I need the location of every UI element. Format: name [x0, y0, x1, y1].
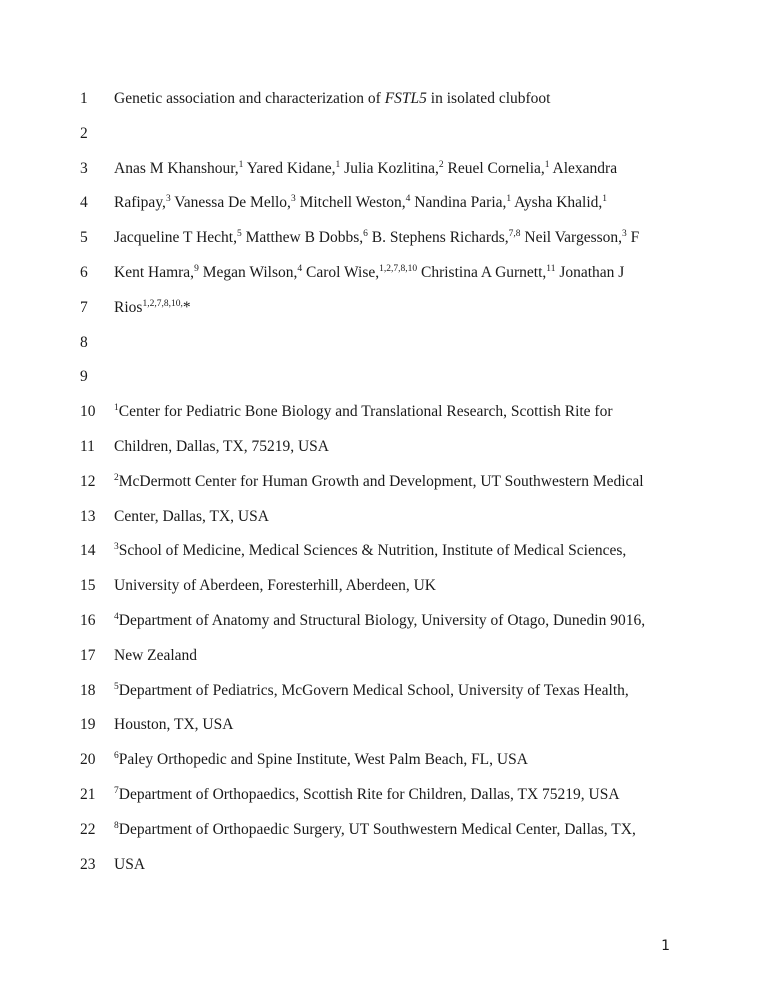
text-run: Nandina Paria,	[410, 194, 507, 212]
affiliation-superscript: 9	[194, 263, 199, 274]
text-run: Reuel Cornelia,	[443, 159, 545, 177]
affiliation-superscript: 6	[363, 229, 368, 240]
line-number: 5	[80, 229, 88, 247]
line-number: 19	[80, 716, 96, 734]
line-number: 6	[80, 264, 88, 281]
text-run: in isolated clubfoot	[426, 90, 551, 107]
line-number: 4	[80, 194, 88, 212]
text-run: Alexandra	[549, 159, 618, 177]
affiliation-superscript: 4	[297, 263, 303, 274]
line-number: 1	[80, 90, 88, 107]
line-number: 12	[80, 472, 96, 490]
line-number: 3	[80, 159, 88, 177]
line-number: 8	[80, 333, 88, 351]
line-text	[114, 192, 674, 214]
text-line	[0, 714, 773, 736]
text-run: B. Stephens Richards,	[367, 229, 509, 247]
line-text	[114, 88, 674, 110]
text-run: Center, Dallas, TX, USA	[114, 507, 269, 525]
line-number: 21	[80, 786, 96, 803]
affiliation-superscript: 3	[165, 194, 171, 205]
line-text	[114, 262, 674, 284]
line-number: 14	[80, 542, 96, 560]
line-text	[114, 575, 674, 597]
line-text	[114, 401, 674, 423]
text-line	[0, 436, 773, 458]
text-line	[0, 645, 773, 667]
line-number: 18	[80, 681, 96, 699]
text-run: Carol Wise,	[302, 264, 380, 281]
line-number: 2	[80, 124, 88, 142]
affiliation-superscript: 2	[114, 472, 119, 483]
text-run: Jacqueline T Hecht,	[114, 229, 237, 247]
text-run: Genetic association and characterization of	[114, 90, 385, 107]
text-run: Julia Kozlitina,	[340, 159, 439, 177]
line-text	[114, 749, 674, 771]
text-line	[0, 575, 773, 597]
affiliation-superscript: 3	[290, 194, 296, 205]
affiliation-superscript: 1	[506, 194, 512, 205]
text-run: School of Medicine, Medical Sciences & Nutrition, Institute of Medical Sciences,	[118, 542, 627, 560]
line-number: 9	[80, 368, 88, 386]
italic-gene-name: FSTL5	[384, 90, 427, 107]
text-run: McDermott Center for Human Growth and Development, UT Southwestern Medical	[118, 472, 644, 490]
affiliation-superscript: 3	[622, 229, 627, 240]
text-line	[0, 471, 773, 493]
text-line	[0, 123, 773, 145]
text-line	[0, 262, 773, 284]
line-text	[114, 227, 674, 249]
text-line	[0, 297, 773, 319]
affiliation-superscript: 4	[405, 194, 411, 205]
text-line	[0, 610, 773, 632]
affiliation-superscript: 11	[546, 263, 556, 274]
text-run: Anas M Khanshour,	[114, 159, 239, 177]
affiliation-superscript: 3	[114, 542, 119, 553]
text-line	[0, 401, 773, 423]
line-text	[114, 610, 674, 632]
line-number: 7	[80, 298, 88, 316]
line-number: 20	[80, 751, 96, 769]
text-run: Vanessa De Mello,	[170, 194, 291, 212]
affiliation-superscript: 1,2,7,8,10,	[142, 298, 183, 309]
affiliation-superscript: 4	[114, 611, 119, 622]
text-run: Megan Wilson,	[198, 264, 298, 281]
text-line	[0, 227, 773, 249]
text-run: University of Aberdeen, Foresterhill, Aberdeen, UK	[114, 577, 436, 595]
affiliation-superscript: 6	[114, 751, 119, 762]
line-number: 13	[80, 507, 96, 525]
text-line	[0, 192, 773, 214]
text-line	[0, 854, 773, 876]
line-number: 22	[80, 820, 96, 838]
text-run: F	[626, 229, 640, 247]
text-line	[0, 819, 773, 841]
text-run: Children, Dallas, TX, 75219, USA	[114, 438, 329, 455]
line-number: 11	[80, 438, 95, 455]
text-line	[0, 158, 773, 180]
line-text	[114, 506, 674, 528]
text-run: Department of Orthopaedic Surgery, UT Southwestern Medical Center, Dallas, TX,	[118, 820, 636, 838]
text-run: Jonathan J	[555, 264, 625, 281]
line-text	[114, 297, 674, 319]
text-run: *	[182, 298, 191, 316]
text-line	[0, 749, 773, 771]
line-number: 15	[80, 577, 96, 595]
line-text	[114, 854, 674, 876]
text-run: Department of Pediatrics, McGovern Medical School, University of Texas Health,	[118, 681, 629, 699]
line-text	[114, 540, 674, 562]
text-run: Department of Anatomy and Structural Biology, University of Otago, Dunedin 9016,	[118, 612, 646, 629]
affiliation-superscript: 2	[438, 159, 444, 170]
line-text	[114, 158, 674, 180]
affiliation-superscript: 5	[236, 229, 242, 240]
text-run: New Zealand	[114, 646, 198, 664]
affiliation-superscript: 1	[114, 403, 119, 414]
text-run: Aysha Khalid,	[511, 194, 603, 212]
line-number: 23	[80, 855, 96, 873]
text-run: Neil Vargesson,	[520, 229, 623, 247]
line-text	[114, 784, 674, 806]
affiliation-superscript: 1	[238, 159, 244, 170]
line-text	[114, 680, 674, 702]
text-line	[0, 784, 773, 806]
text-line	[0, 332, 773, 354]
text-line	[0, 366, 773, 388]
line-text	[114, 436, 674, 458]
text-run: USA	[114, 855, 146, 873]
text-run: Paley Orthopedic and Spine Institute, West Palm Beach, FL, USA	[118, 751, 528, 769]
affiliation-superscript: 1	[544, 159, 550, 170]
text-line	[0, 540, 773, 562]
text-line	[0, 680, 773, 702]
affiliation-superscript: 1	[335, 159, 341, 170]
text-run: Christina A Gurnett,	[417, 264, 547, 281]
text-run: Yared Kidane,	[243, 159, 336, 177]
line-number: 10	[80, 403, 96, 421]
line-text	[114, 714, 674, 736]
text-run: Rafipay,	[114, 194, 166, 212]
affiliation-superscript: 1,2,7,8,10	[379, 263, 418, 274]
text-run: Houston, TX, USA	[114, 716, 234, 734]
text-run: Rios	[114, 298, 143, 316]
line-text	[114, 819, 674, 841]
text-run: Matthew B Dobbs,	[241, 229, 364, 247]
affiliation-superscript: 1	[602, 194, 608, 205]
line-text	[114, 645, 674, 667]
text-run: Department of Orthopaedics, Scottish Rite for Children, Dallas, TX 75219, USA	[118, 786, 620, 803]
affiliation-superscript: 7,8	[508, 229, 521, 240]
affiliation-superscript: 7	[114, 785, 119, 796]
line-number: 16	[80, 612, 96, 629]
text-run: Center for Pediatric Bone Biology and Translational Research, Scottish Rite for	[118, 403, 613, 421]
text-line	[0, 88, 773, 110]
page-number: 1	[661, 938, 670, 954]
affiliation-superscript: 5	[114, 681, 119, 692]
text-run: Kent Hamra,	[114, 264, 195, 281]
text-run: Mitchell Weston,	[295, 194, 406, 212]
text-line	[0, 506, 773, 528]
line-number: 17	[80, 646, 96, 664]
affiliation-superscript: 8	[114, 820, 119, 831]
line-text	[114, 471, 674, 493]
